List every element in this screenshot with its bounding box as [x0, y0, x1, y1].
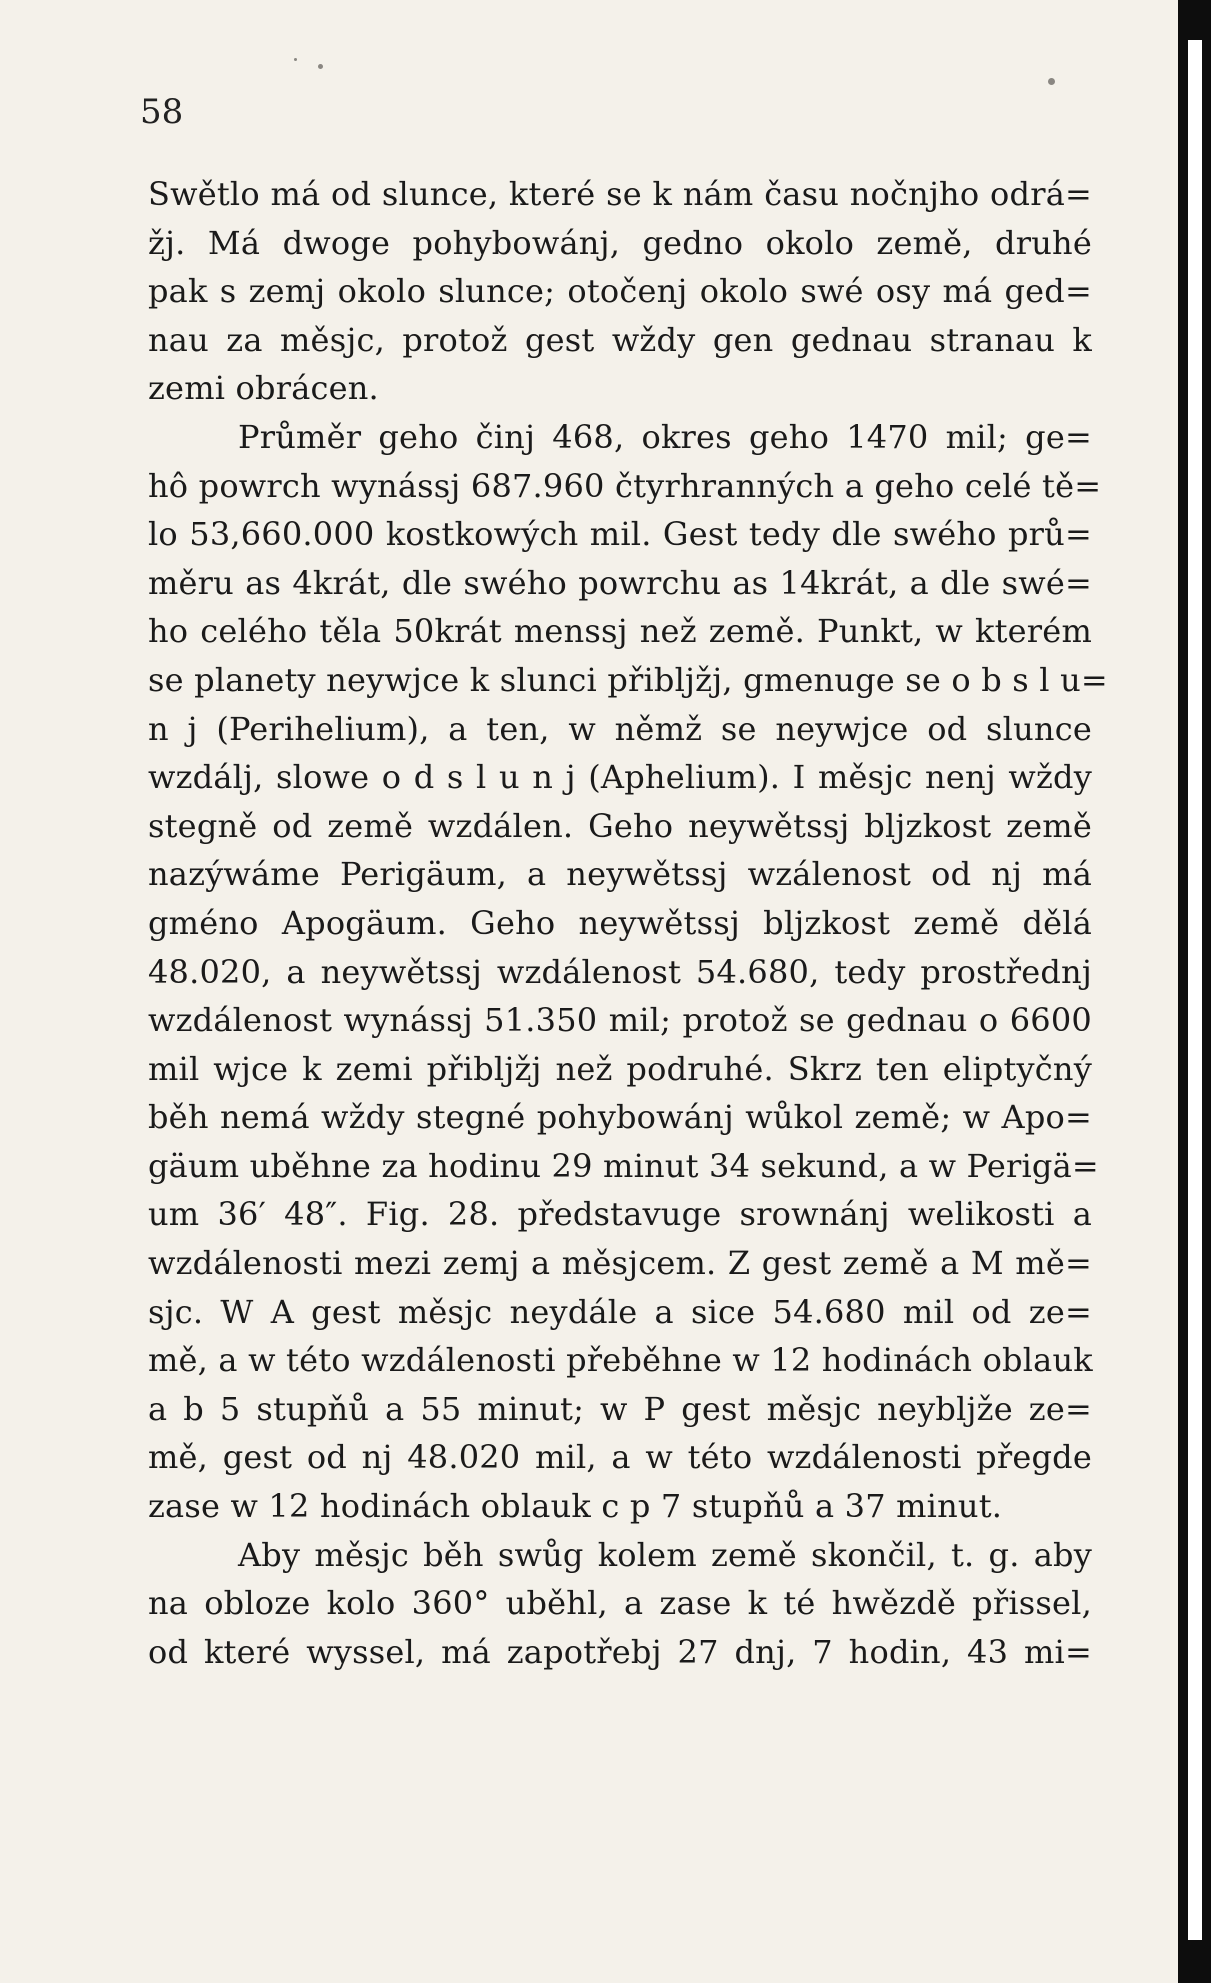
text-line: zase w 12 hodinách oblauk c p 7 stupňů a 37 minut. [148, 1487, 1003, 1526]
text-line: hô powrch wynássj 687.960 čtyrhranných a geho celé tě= [148, 466, 1102, 505]
text-line: lo 53,660.000 kostkowých mil. Gest tedy dle swého prů= [148, 515, 1092, 554]
text-line: mil wjce k zemi přibljžj než podruhé. Skrz ten eliptyčný [148, 1049, 1092, 1088]
text-line: gméno Apogäum. Geho neywětssj bljzkost země dělá [148, 903, 1092, 942]
text-line: wzdálj, slowe o d s l u n j (Aphelium). I měsjc nenj wždy [148, 758, 1092, 797]
text-line: na obloze kolo 360° uběhl, a zase k té hwězdě přissel, [148, 1584, 1092, 1623]
text-line: ho celého těla 50krát menssj než země. Punkt, w kterém [148, 612, 1092, 651]
text-line: a b 5 stupňů a 55 minut; w P gest měsjc neybljže ze= [148, 1389, 1092, 1428]
text-line: zemi obrácen. [148, 369, 379, 408]
page-number: 58 [140, 92, 184, 132]
text-line: um 36′ 48″. Fig. 28. představuge srownánj welikosti a [148, 1195, 1092, 1234]
scan-edge [1178, 0, 1211, 1983]
paper-speck [318, 64, 323, 69]
text-line: nazýwáme Perigäum, a neywětssj wzálenost od nj má [148, 855, 1092, 894]
scan-edge-strip [1188, 40, 1202, 1940]
text-line: stegně od země wzdálen. Geho neywětssj bljzkost země [148, 806, 1092, 845]
paper-speck [1048, 78, 1055, 85]
text-line: pak s zemj okolo slunce; otočenj okolo swé osy má ged= [148, 272, 1092, 311]
text-line: mě, a w této wzdálenosti přeběhne w 12 hodinách oblauk [148, 1341, 1093, 1380]
text-line: n j (Perihelium), a ten, w němž se neywjce od slunce [148, 709, 1092, 748]
text-line: gäum uběhne za hodinu 29 minut 34 sekund, a w Perigä= [148, 1146, 1099, 1185]
text-line: 48.020, a neywětssj wzdálenost 54.680, tedy prostřednj [148, 952, 1092, 991]
text-line: sjc. W A gest měsjc neydále a sice 54.680 mil od ze= [148, 1292, 1092, 1331]
text-line: Aby měsjc běh swůg kolem země skončil, t. g. aby [238, 1535, 1092, 1574]
text-line: od které wyssel, má zapotřebj 27 dnj, 7 hodin, 43 mi= [148, 1632, 1092, 1671]
text-line: Swětlo má od slunce, které se k nám času nočnjho odrá= [148, 175, 1092, 213]
text-line: Průměr geho činj 468, okres geho 1470 mil; ge= [238, 417, 1092, 456]
paper-speck [294, 58, 297, 61]
body-text [148, 170, 1108, 1676]
text-line: žj. Má dwoge pohybowánj, gedno okolo země, druhé [148, 223, 1092, 262]
text-line: běh nemá wždy stegné pohybowánj wůkol země; w Apo= [148, 1098, 1092, 1137]
text-line: wzdálenosti mezi zemj a měsjcem. Z gest země a M mě= [148, 1244, 1092, 1283]
text-line: se planety neywjce k slunci přibljžj, gmenuge se o b s l u= [148, 660, 1108, 699]
text-line: mě, gest od nj 48.020 mil, a w této wzdálenosti přegde [148, 1438, 1092, 1477]
text-line: měru as 4krát, dle swého powrchu as 14krát, a dle swé= [148, 563, 1092, 602]
text-line: wzdálenost wynássj 51.350 mil; protož se gednau o 6600 [148, 1001, 1092, 1040]
text-line: nau za měsjc, protož gest wždy gen gednau stranau k [148, 320, 1092, 359]
